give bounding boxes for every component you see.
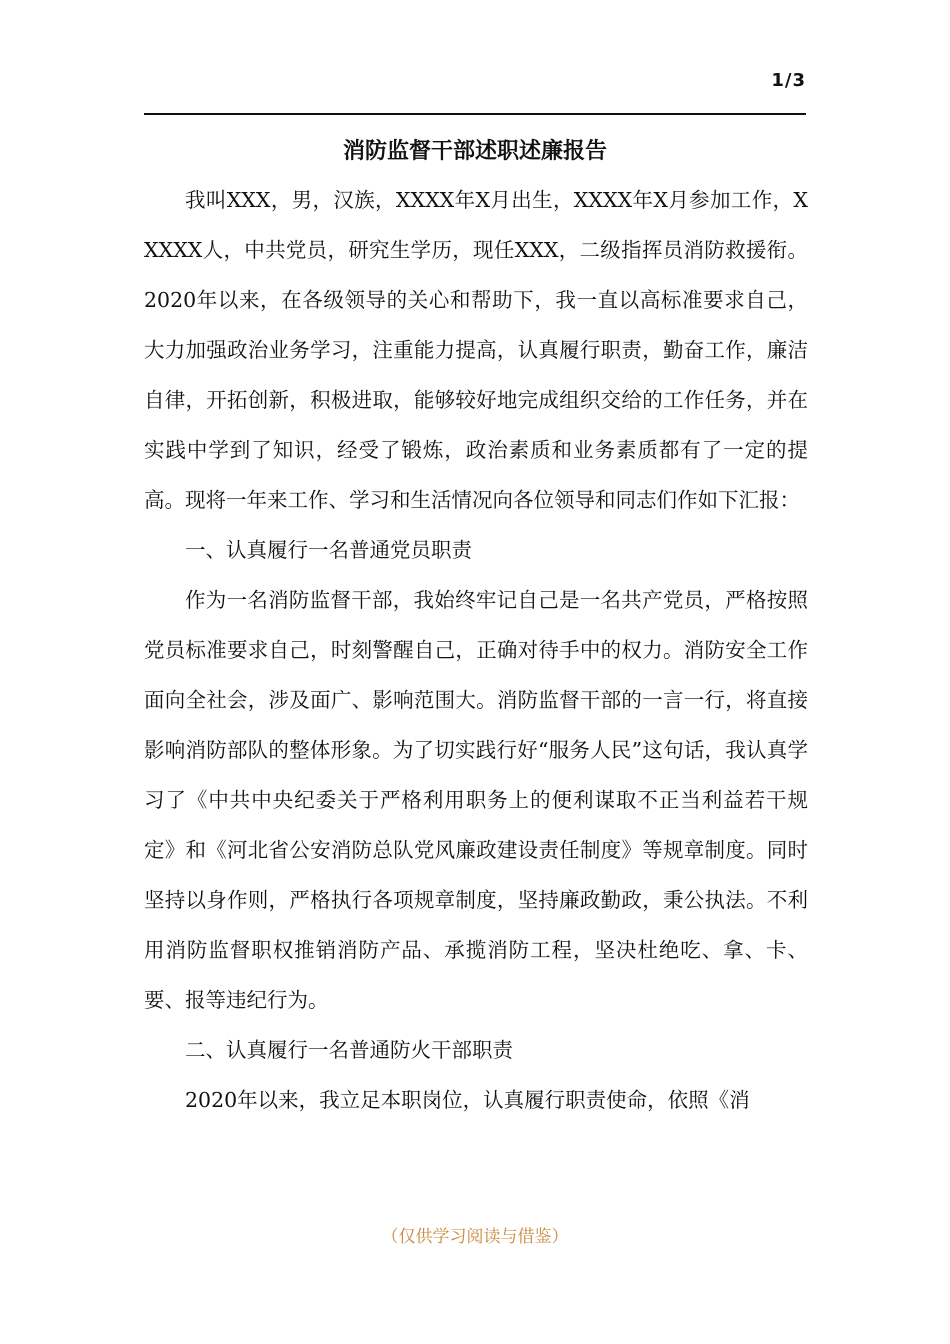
section-1-paragraph: 作为一名消防监督干部，我始终牢记自己是一名共产党员，严格按照党员标准要求自己，时刻警醒自己，正确对待手中的权力。消防安全工作面向全社会，涉及面广、影响范围大。消防监督干部的一言一行，将直接影响消防部队的整体形象。为了切实践行好“服务人民”这句话，我认真学习了《中共中央纪委关于严格利用职务上的便利谋取不正当利益若干规定》和《河北省公安消防总队党风廉政建设责任制度》等规章制度。同时坚持以身作则，严格执行各项规章制度，坚持廉政勤政，秉公执法。不利用消防监督职权推销消防产品、承揽消防工程，坚决杜绝吃、拿、卡、要、报等违纪行为。 <box>144 588 808 1012</box>
intro-paragraph: 我叫XXX，男，汉族，XXXX年X月出生，XXXX年X月参加工作，XXXXX人，中共党员，研究生学历，现任XXX，二级指挥员消防救援衔。2020年以来，在各级领导的关心和帮助下，我一直以高标准要求自己，大力加强政治业务学习，注重能力提高，认真履行职责，勤奋工作，廉洁自律，开拓创新，积极进取，能够较好地完成组织交给的工作任务，并在实践中学到了知识，经受了锻炼，政治素质和业务素质都有了一定的提高。现将一年来工作、学习和生活情况向各位领导和同志们作如下汇报： <box>144 188 808 512</box>
page-number: 1/3 <box>771 70 806 91</box>
section-2-paragraph: 2020年以来，我立足本职岗位，认真履行职责使命，依照《消 <box>185 1088 750 1112</box>
document-body <box>144 175 808 1125</box>
footer-disclaimer: （仅供学习阅读与借鉴） <box>381 1227 569 1247</box>
section-heading-2: 二、认真履行一名普通防火干部职责 <box>185 1038 513 1062</box>
header-divider <box>144 113 806 115</box>
section-heading-1: 一、认真履行一名普通党员职责 <box>185 538 472 562</box>
document-title: 消防监督干部述职述廉报告 <box>342 138 607 164</box>
